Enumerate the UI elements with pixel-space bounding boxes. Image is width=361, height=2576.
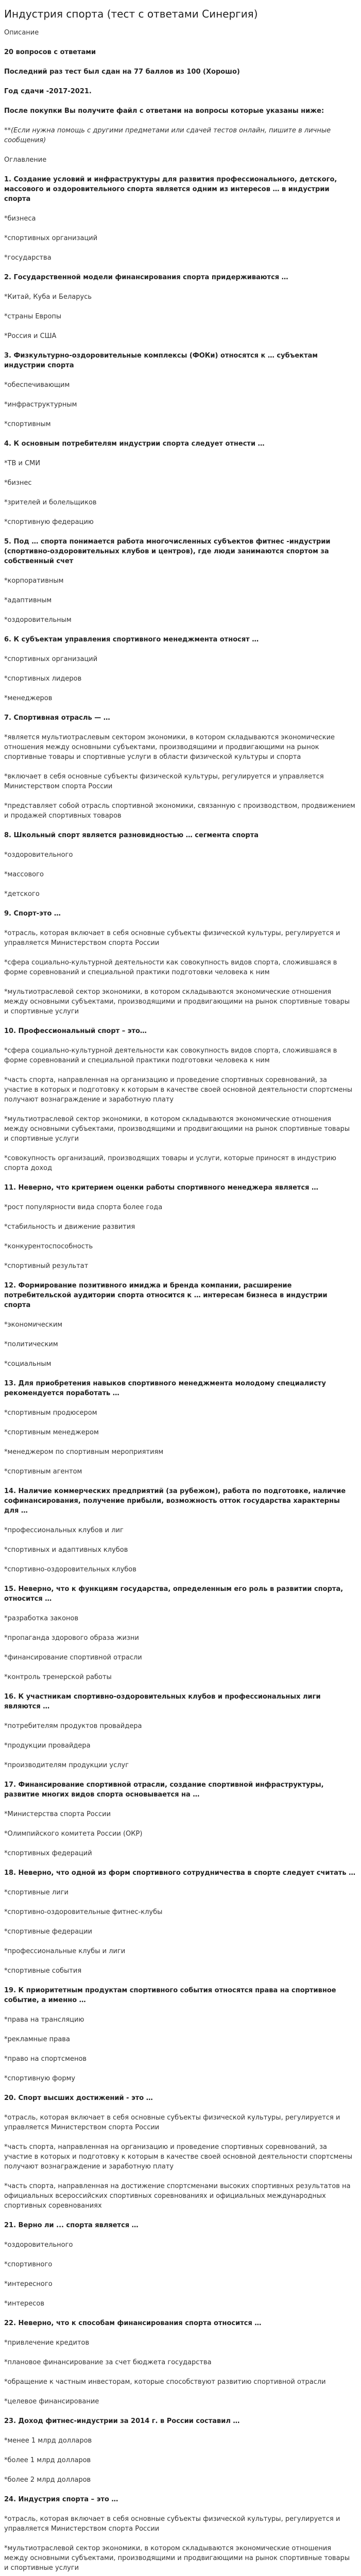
answer-option: *спортивные лиги [4, 1889, 68, 1896]
question: 6. К субъектам управления спортивного менеджмента относят … [4, 636, 259, 643]
answer-option: *спортивный результат [4, 1262, 89, 1270]
answer-option: *менеджеров [4, 694, 53, 702]
question: 14. Наличие коммерческих предприятий (за рубежом), работа по подготовке, наличие софинансирования, получение прибыли, возможность отток государства характерны для … [4, 1487, 346, 1515]
answer-option: *мультиотраслевой сектор экономики, в котором складываются экономические отношения между основными субъектами, производящими и продвигающими на рынок спортивные товары и спортивные услуги [4, 1115, 350, 1143]
paragraph: Описание [4, 29, 39, 37]
answer-option: *представляет собой отрасль спортивной экономики, связанную с производством, продвижением и продажей спортивных товаров [4, 802, 355, 820]
answer-option: *спортивных лидеров [4, 675, 82, 683]
page-title: Индустрия спорта (тест с ответами Синергия) [4, 8, 258, 20]
answer-option: *Министерства спорта России [4, 1810, 111, 1818]
question: 10. Профессиональный спорт – это… [4, 1027, 147, 1035]
answer-option: *ТВ и СМИ [4, 460, 41, 467]
answer-option: *детского [4, 890, 40, 898]
answer-option: *право на спортсменов [4, 2055, 87, 2063]
answer-option: *интересов [4, 2300, 45, 2308]
answer-option: *спортивных организаций [4, 655, 98, 663]
answer-option: *производителям продукции услуг [4, 1761, 129, 1769]
answer-option: *спортивную федерацию [4, 518, 94, 526]
question: 15. Неверно, что к функциям государства, определенным его роль в развитии спорта, относится … [4, 1585, 343, 1603]
bold-paragraph: После покупки Вы получите файл с ответами на вопросы которые указаны ниже: [4, 107, 324, 115]
question: 9. Спорт-это … [4, 910, 61, 918]
question: 2. Государственной модели финансирования спорта придерживаются … [4, 274, 288, 281]
answer-option: *обеспечивающим [4, 381, 70, 389]
answer-option: *профессиональные клубы и лиги [4, 1947, 126, 1955]
answer-option: *продукции провайдера [4, 1742, 91, 1750]
answer-option: *мультиотраслевой сектор экономики, в котором складываются экономические отношения между основными субъектами, производящими и продвигающими на рынок спортивные товары и спортивные услуги [4, 988, 350, 1015]
answer-option: *оздоровительным [4, 616, 72, 624]
question: 13. Для приобретения навыков спортивного менеджмента молодому специалисту рекомендуется поработать … [4, 1380, 326, 1397]
answer-option: *спортивным [4, 420, 51, 428]
question: 7. Спортивная отрасль — … [4, 714, 110, 722]
question: 12. Формирование позитивного имиджа и бренда компании, расширение потребительской аудитории спорта относится к … интересам бизнеса в индустрии спорта [4, 1282, 328, 1309]
note: **(Если нужна помощь с другими предметами или сдачей тестов онлайн, пишите в личные сообщения) [4, 127, 331, 144]
answer-option: *часть спорта, направленная на организацию и проведение спортивных соревнований, за участие в которых и подготовку к которым в качестве своей основной деятельности спортсмены получают вознаграждение и заработную плату [4, 2143, 353, 2171]
question: 8. Школьный спорт является разновидностью … сегмента спорта [4, 832, 259, 839]
question: 20. Спорт высших достижений - это … [4, 2094, 153, 2102]
question: 21. Верно ли ... спорта является … [4, 2222, 139, 2229]
question: 19. К приоритетным продуктам спортивного события относятся права на спортивное событие, а именно … [4, 1987, 336, 2004]
answer-option: *отрасль, которая включает в себя основные субъекты физической культуры, регулируется и управляется Министерством спорта России [4, 2515, 340, 2533]
answer-option: *массового [4, 871, 44, 878]
answer-option: *оздоровительного [4, 851, 73, 859]
answer-option: *рост популярности вида спорта более года [4, 1204, 163, 1211]
answer-option: *политическим [4, 1341, 58, 1348]
answer-option: *Китай, Куба и Беларусь [4, 293, 92, 301]
answer-option: *корпоративным [4, 577, 64, 585]
question: 24. Индустрия спорта – это … [4, 2496, 118, 2503]
answer-option: *бизнеса [4, 215, 36, 223]
answer-option: *спортивные федерации [4, 1928, 92, 1936]
answer-option: *плановое финансирование за счет бюджета государства [4, 2359, 212, 2366]
answer-option: *адаптивным [4, 597, 52, 604]
question: 23. Доход фитнес-индустрии за 2014 г. в России составил … [4, 2417, 240, 2425]
answer-option: *права на трансляцию [4, 2016, 84, 2024]
paragraph: Оглавление [4, 156, 47, 164]
answer-option: *инфраструктурным [4, 401, 77, 409]
answer-option: *Россия и США [4, 332, 57, 340]
answer-option: *стабильность и движение развития [4, 1223, 135, 1231]
answer-option: *разработка законов [4, 1615, 79, 1622]
answer-option: *спортивную форму [4, 2075, 76, 2082]
question: 1. Создание условий и инфраструктуры для развития профессионального, детского, массового и оздоровительного спорта является одним из интересов … в индустрии спорта [4, 176, 337, 203]
answer-option: *отрасль, которая включает в себя основные субъекты физической культуры, регулируется и управляется Министерством спорта России [4, 2114, 340, 2131]
question: 18. Неверно, что одной из форм спортивного сотрудничества в спорте следует считать … [4, 1869, 356, 1877]
answer-option: *спортивные события [4, 1967, 82, 1975]
answer-option: *спортивных федераций [4, 1850, 92, 1857]
question: 16. К участникам спортивно-оздоровительных клубов и профессиональных лиги являются … [4, 1693, 321, 1710]
bold-paragraph: Последний раз тест был сдан на 77 баллов из 100 (Хорошо) [4, 68, 240, 76]
answer-option: *Олимпийского комитета России (ОКР) [4, 1830, 143, 1838]
question: 3. Физкультурно-оздоровительные комплексы (ФОКи) относятся к … субъектам индустрии спорта [4, 352, 318, 369]
question: 4. К основным потребителям индустрии спорта следует отнести … [4, 440, 265, 448]
answer-option: *интересного [4, 2280, 53, 2288]
answer-option: *государства [4, 254, 51, 262]
answer-option: *спортивным менеджером [4, 1429, 99, 1436]
answer-option: *спортивных организаций [4, 234, 98, 242]
answer-option: *более 2 млрд долларов [4, 2476, 91, 2484]
answer-option: *спортивного [4, 2261, 53, 2268]
answer-option: *сфера социально-культурной деятельности как совокупность видов спорта, сложившаяся в форме соревнований и специальной практики подготовки человека к ним [4, 959, 337, 976]
answer-option: *профессиональных клубов и лиг [4, 1527, 124, 1534]
answer-option: *спортивным агентом [4, 1468, 82, 1476]
answer-option: *страны Европы [4, 313, 62, 320]
answer-option: *потребителям продуктов провайдера [4, 1722, 142, 1730]
answer-option: *оздоровительного [4, 2241, 73, 2249]
answer-option: *менее 1 млрд долларов [4, 2437, 92, 2445]
question: 17. Финансирование спортивной отрасли, создание спортивной инфраструктуры, развитие многих видов спорта основывается на … [4, 1781, 324, 1799]
answer-option: *экономическим [4, 1321, 63, 1329]
answer-option: *целевое финансирование [4, 2398, 99, 2405]
answer-option: *менеджером по спортивным мероприятиям [4, 1448, 164, 1456]
answer-option: *совокупность организаций, производящих товары и услуги, которые приносят в индустрию спорта доход [4, 1155, 336, 1172]
answer-option: *контроль тренерской работы [4, 1673, 112, 1681]
answer-option: *привлечение кредитов [4, 2339, 90, 2347]
bold-paragraph: 20 вопросов с ответами [4, 48, 96, 56]
answer-option: *сфера социально-культурной деятельности как совокупность видов спорта, сложившаяся в форме соревнований и специальной практики подготовки человека к ним [4, 1047, 337, 1064]
answer-option: *часть спорта, направленная на организацию и проведение спортивных соревнований, за участие в которых и подготовку к которым в качестве своей основной деятельности спортсмены получают вознаграждение и заработную плату [4, 1076, 353, 1104]
answer-option: *социальным [4, 1360, 51, 1368]
answer-option: *финансирование спортивной отрасли [4, 1654, 142, 1662]
question: 11. Неверно, что критерием оценки работы спортивного менеджера является … [4, 1184, 319, 1192]
document-body [4, 28, 356, 2576]
question: 5. Под … спорта понимается работа многочисленных субъектов фитнес -индустрии (спортивно-оздоровительных клубов и центров), где люди занимаются спортом за собственный счет [4, 538, 331, 565]
answer-option: *рекламные права [4, 2036, 70, 2043]
answer-option: *зрителей и болельщиков [4, 499, 97, 506]
answer-option: *более 1 млрд долларов [4, 2456, 91, 2464]
answer-option: *спортивно-оздоровительных клубов [4, 1566, 136, 1573]
answer-option: *пропаганда здорового образа жизни [4, 1634, 139, 1642]
answer-option: *спортивно-оздоровительные фитнес-клубы [4, 1908, 163, 1916]
answer-option: *является мультиотраслевым сектором экономики, в котором складываются экономические отношения между основными субъектами, производящими и продвигающими на рынок спортивные товары и спортивные услуги в области физической культуры и спорта [4, 734, 335, 761]
question: 22. Неверно, что к способам финансирования спорта относится … [4, 2319, 262, 2327]
answer-option: *часть спорта, направленная на достижение спортсменами высоких спортивных результатов на официальных всероссийских спортивных соревнованиях и официальных международных спортивных соревнованиях [4, 2182, 351, 2210]
answer-option: *конкурентоспособность [4, 1243, 93, 1250]
bold-paragraph: Год сдачи -2017-2021. [4, 88, 92, 95]
answer-option: *бизнес [4, 479, 32, 487]
answer-option: *спортивным продюсером [4, 1409, 97, 1417]
answer-option: *спортивных и адаптивных клубов [4, 1546, 128, 1554]
answer-option: *обращение к частным инвесторам, которые способствуют развитию спортивной отрасли [4, 2378, 326, 2386]
answer-option: *мультиотраслевой сектор экономики, в котором складываются экономические отношения между основными субъектами, производящими и продвигающими на рынок спортивные товары и спортивные услуги [4, 2545, 350, 2572]
answer-option: *включает в себя основные субъекты физической культуры, регулируется и управляется Министерством спорта России [4, 773, 324, 790]
answer-option: *отрасль, которая включает в себя основные субъекты физической культуры, регулируется и управляется Министерством спорта России [4, 929, 340, 947]
